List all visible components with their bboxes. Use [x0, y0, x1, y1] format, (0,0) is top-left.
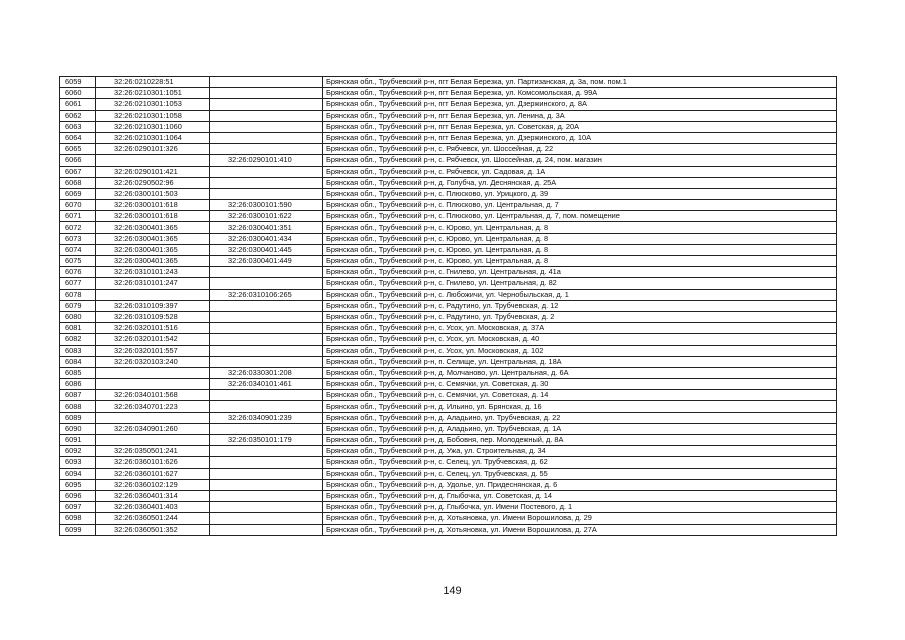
cadastral-number-cell: 32:26:0360501:352 — [96, 524, 210, 535]
table-row — [60, 323, 837, 334]
address-cell: Брянская обл., Трубчевский р-н, с. Гнилево, ул. Центральная, д. 41а — [323, 267, 837, 278]
table-row — [60, 166, 837, 177]
table-row — [60, 311, 837, 322]
address-cell: Брянская обл., Трубчевский р-н, с. Юрово, ул. Центральная, д. 8 — [323, 256, 837, 267]
table-row — [60, 390, 837, 401]
building-cadastral-number-cell — [210, 311, 323, 322]
address-cell: Брянская обл., Трубчевский р-н, с. Рябчевск, ул. Шоссейная, д. 24, пом. магазин — [323, 155, 837, 166]
cadastral-number-cell: 32:26:0310101:247 — [96, 278, 210, 289]
table-row — [60, 446, 837, 457]
cadastral-number-cell: 32:26:0210228:51 — [96, 77, 210, 88]
cadastral-number-cell — [96, 155, 210, 166]
entry-number-cell: 6094 — [60, 468, 96, 479]
cadastral-number-cell: 32:26:0360101:627 — [96, 468, 210, 479]
address-cell: Брянская обл., Трубчевский р-н, д. Аладьино, ул. Трубчевская, д. 22 — [323, 412, 837, 423]
building-cadastral-number-cell: 32:26:0340101:461 — [210, 379, 323, 390]
entry-number-cell: 6095 — [60, 479, 96, 490]
entry-number-cell: 6060 — [60, 88, 96, 99]
building-cadastral-number-cell — [210, 121, 323, 132]
entry-number-cell: 6083 — [60, 345, 96, 356]
table-row — [60, 211, 837, 222]
entry-number-cell: 6064 — [60, 132, 96, 143]
address-cell: Брянская обл., Трубчевский р-н, п. Селище, ул. Центральная, д. 18А — [323, 356, 837, 367]
entry-number-cell: 6066 — [60, 155, 96, 166]
address-cell: Брянская обл., Трубчевский р-н, с. Гнилево, ул. Центральная, д. 82 — [323, 278, 837, 289]
table-row — [60, 233, 837, 244]
building-cadastral-number-cell — [210, 278, 323, 289]
address-cell: Брянская обл., Трубчевский р-н, с. Радутино, ул. Трубчевская, д. 2 — [323, 311, 837, 322]
address-cell: Брянская обл., Трубчевский р-н, с. Юрово, ул. Центральная, д. 8 — [323, 233, 837, 244]
address-cell: Брянская обл., Трубчевский р-н, с. Радутино, ул. Трубчевская, д. 12 — [323, 300, 837, 311]
building-cadastral-number-cell — [210, 110, 323, 121]
building-cadastral-number-cell — [210, 132, 323, 143]
table-row — [60, 435, 837, 446]
building-cadastral-number-cell — [210, 468, 323, 479]
address-cell: Брянская обл., Трубчевский р-н, с. Любожичи, ул. Чернобыльская, д. 1 — [323, 289, 837, 300]
address-cell: Брянская обл., Трубчевский р-н, с. Плюсково, ул. Центральная, д. 7, пом. помещение — [323, 211, 837, 222]
building-cadastral-number-cell — [210, 490, 323, 501]
entry-number-cell: 6071 — [60, 211, 96, 222]
cadastral-number-cell: 32:26:0210301:1064 — [96, 132, 210, 143]
table-row — [60, 155, 837, 166]
address-cell: Брянская обл., Трубчевский р-н, с. Рябчевск, ул. Шоссейная, д. 22 — [323, 144, 837, 155]
table-row — [60, 278, 837, 289]
building-cadastral-number-cell — [210, 423, 323, 434]
table-row — [60, 345, 837, 356]
entry-number-cell: 6080 — [60, 311, 96, 322]
building-cadastral-number-cell: 32:26:0350101:179 — [210, 435, 323, 446]
building-cadastral-number-cell — [210, 356, 323, 367]
table-row — [60, 256, 837, 267]
address-cell: Брянская обл., Трубчевский р-н, д. Аладьино, ул. Трубчевская, д. 1А — [323, 423, 837, 434]
address-cell: Брянская обл., Трубчевский р-н, с. Усох, ул. Московская, д. 37А — [323, 323, 837, 334]
cadastral-number-cell: 32:26:0290101:326 — [96, 144, 210, 155]
address-cell: Брянская обл., Трубчевский р-н, с. Рябчевск, ул. Садовая, д. 1А — [323, 166, 837, 177]
table-row — [60, 457, 837, 468]
building-cadastral-number-cell — [210, 300, 323, 311]
entry-number-cell: 6088 — [60, 401, 96, 412]
cadastral-number-cell: 32:26:0290502:96 — [96, 177, 210, 188]
building-cadastral-number-cell: 32:26:0310106:265 — [210, 289, 323, 300]
entry-number-cell: 6082 — [60, 334, 96, 345]
table-row — [60, 502, 837, 513]
building-cadastral-number-cell — [210, 479, 323, 490]
cadastral-number-cell — [96, 367, 210, 378]
building-cadastral-number-cell — [210, 267, 323, 278]
table-row — [60, 99, 837, 110]
entry-number-cell: 6081 — [60, 323, 96, 334]
cadastral-number-cell: 32:26:0340901:260 — [96, 423, 210, 434]
address-cell: Брянская обл., Трубчевский р-н, с. Семячки, ул. Советская, д. 14 — [323, 390, 837, 401]
cadastral-number-cell: 32:26:0320101:542 — [96, 334, 210, 345]
entry-number-cell: 6068 — [60, 177, 96, 188]
entry-number-cell: 6089 — [60, 412, 96, 423]
entry-number-cell: 6086 — [60, 379, 96, 390]
register-table-body — [60, 77, 837, 536]
table-row — [60, 401, 837, 412]
building-cadastral-number-cell — [210, 502, 323, 513]
cadastral-number-cell: 32:26:0320103:240 — [96, 356, 210, 367]
cadastral-number-cell: 32:26:0300401:365 — [96, 244, 210, 255]
building-cadastral-number-cell — [210, 99, 323, 110]
table-row — [60, 367, 837, 378]
building-cadastral-number-cell — [210, 323, 323, 334]
page-number: 149 — [443, 585, 462, 597]
entry-number-cell: 6090 — [60, 423, 96, 434]
address-cell: Брянская обл., Трубчевский р-н, с. Юрово, ул. Центральная, д. 8 — [323, 222, 837, 233]
table-row — [60, 244, 837, 255]
entry-number-cell: 6059 — [60, 77, 96, 88]
cadastral-number-cell: 32:26:0360102:129 — [96, 479, 210, 490]
address-cell: Брянская обл., Трубчевский р-н, д. Бобовня, пер. Молодежный, д. 8А — [323, 435, 837, 446]
entry-number-cell: 6097 — [60, 502, 96, 513]
cadastral-number-cell: 32:26:0300101:503 — [96, 188, 210, 199]
table-row — [60, 110, 837, 121]
address-cell: Брянская обл., Трубчевский р-н, пгт Белая Березка, ул. Комсомольская, д. 99А — [323, 88, 837, 99]
address-cell: Брянская обл., Трубчевский р-н, д. Глыбочка, ул. Советская, д. 14 — [323, 490, 837, 501]
entry-number-cell: 6098 — [60, 513, 96, 524]
entry-number-cell: 6092 — [60, 446, 96, 457]
address-cell: Брянская обл., Трубчевский р-н, с. Плюсково, ул. Урицкого, д. 39 — [323, 188, 837, 199]
building-cadastral-number-cell: 32:26:0300401:449 — [210, 256, 323, 267]
table-row — [60, 334, 837, 345]
address-cell: Брянская обл., Трубчевский р-н, пгт Белая Березка, ул. Советская, д. 20А — [323, 121, 837, 132]
building-cadastral-number-cell — [210, 88, 323, 99]
table-row — [60, 479, 837, 490]
table-row — [60, 524, 837, 535]
building-cadastral-number-cell — [210, 446, 323, 457]
building-cadastral-number-cell — [210, 188, 323, 199]
table-row — [60, 222, 837, 233]
building-cadastral-number-cell: 32:26:0300401:434 — [210, 233, 323, 244]
cadastral-number-cell: 32:26:0310101:243 — [96, 267, 210, 278]
address-cell: Брянская обл., Трубчевский р-н, с. Селец, ул. Трубчевская, д. 62 — [323, 457, 837, 468]
table-row — [60, 132, 837, 143]
address-cell: Брянская обл., Трубчевский р-н, д. Хотьяновка, ул. Имени Ворошилова, д. 29 — [323, 513, 837, 524]
cadastral-number-cell: 32:26:0320101:557 — [96, 345, 210, 356]
address-cell: Брянская обл., Трубчевский р-н, д. Глыбочка, ул. Имени Постевого, д. 1 — [323, 502, 837, 513]
building-cadastral-number-cell: 32:26:0330301:208 — [210, 367, 323, 378]
cadastral-number-cell — [96, 435, 210, 446]
entry-number-cell: 6065 — [60, 144, 96, 155]
entry-number-cell: 6075 — [60, 256, 96, 267]
cadastral-number-cell: 32:26:0300401:365 — [96, 233, 210, 244]
entry-number-cell: 6078 — [60, 289, 96, 300]
table-row — [60, 177, 837, 188]
cadastral-number-cell: 32:26:0340101:568 — [96, 390, 210, 401]
entry-number-cell: 6087 — [60, 390, 96, 401]
building-cadastral-number-cell — [210, 177, 323, 188]
table-row — [60, 300, 837, 311]
building-cadastral-number-cell: 32:26:0290101:410 — [210, 155, 323, 166]
building-cadastral-number-cell — [210, 401, 323, 412]
table-row — [60, 490, 837, 501]
entry-number-cell: 6084 — [60, 356, 96, 367]
entry-number-cell: 6091 — [60, 435, 96, 446]
cadastral-number-cell: 32:26:0300101:618 — [96, 211, 210, 222]
building-cadastral-number-cell — [210, 77, 323, 88]
table-row — [60, 188, 837, 199]
entry-number-cell: 6070 — [60, 200, 96, 211]
table-row — [60, 356, 837, 367]
table-row — [60, 121, 837, 132]
cadastral-number-cell: 32:26:0300401:365 — [96, 256, 210, 267]
cadastral-number-cell: 32:26:0300401:365 — [96, 222, 210, 233]
building-cadastral-number-cell — [210, 144, 323, 155]
entry-number-cell: 6062 — [60, 110, 96, 121]
cadastral-number-cell: 32:26:0340701:223 — [96, 401, 210, 412]
table-row — [60, 77, 837, 88]
building-cadastral-number-cell — [210, 166, 323, 177]
table-row — [60, 144, 837, 155]
entry-number-cell: 6074 — [60, 244, 96, 255]
address-cell: Брянская обл., Трубчевский р-н, д. Хотьяновка, ул. Имени Ворошилова, д. 27А — [323, 524, 837, 535]
table-row — [60, 468, 837, 479]
cadastral-number-cell — [96, 289, 210, 300]
address-cell: Брянская обл., Трубчевский р-н, с. Семячки, ул. Советская, д. 30 — [323, 379, 837, 390]
cadastral-number-cell: 32:26:0360401:403 — [96, 502, 210, 513]
building-cadastral-number-cell: 32:26:0300101:590 — [210, 200, 323, 211]
entry-number-cell: 6085 — [60, 367, 96, 378]
building-cadastral-number-cell: 32:26:0300401:351 — [210, 222, 323, 233]
cadastral-number-cell: 32:26:0350501:241 — [96, 446, 210, 457]
cadastral-number-cell: 32:26:0360501:244 — [96, 513, 210, 524]
cadastral-number-cell: 32:26:0360401:314 — [96, 490, 210, 501]
address-cell: Брянская обл., Трубчевский р-н, пгт Белая Березка, ул. Партизанская, д. 3а, пом. пом.1 — [323, 77, 837, 88]
address-cell: Брянская обл., Трубчевский р-н, с. Плюсково, ул. Центральная, д. 7 — [323, 200, 837, 211]
address-cell: Брянская обл., Трубчевский р-н, с. Усох, ул. Московская, д. 102 — [323, 345, 837, 356]
building-cadastral-number-cell: 32:26:0300101:622 — [210, 211, 323, 222]
cadastral-number-cell: 32:26:0210301:1051 — [96, 88, 210, 99]
building-cadastral-number-cell — [210, 345, 323, 356]
entry-number-cell: 6077 — [60, 278, 96, 289]
entry-number-cell: 6073 — [60, 233, 96, 244]
cadastral-number-cell: 32:26:0310109:528 — [96, 311, 210, 322]
building-cadastral-number-cell — [210, 513, 323, 524]
entry-number-cell: 6076 — [60, 267, 96, 278]
cadastral-number-cell: 32:26:0210301:1058 — [96, 110, 210, 121]
address-cell: Брянская обл., Трубчевский р-н, с. Юрово, ул. Центральная, д. 8 — [323, 244, 837, 255]
entry-number-cell: 6061 — [60, 99, 96, 110]
address-cell: Брянская обл., Трубчевский р-н, пгт Белая Березка, ул. Ленина, д. 3А — [323, 110, 837, 121]
address-cell: Брянская обл., Трубчевский р-н, д. Ужа, ул. Строительная, д. 34 — [323, 446, 837, 457]
entry-number-cell: 6093 — [60, 457, 96, 468]
cadastral-number-cell: 32:26:0300101:618 — [96, 200, 210, 211]
building-cadastral-number-cell — [210, 334, 323, 345]
cadastral-number-cell: 32:26:0320101:516 — [96, 323, 210, 334]
cadastral-number-cell: 32:26:0310109:397 — [96, 300, 210, 311]
address-cell: Брянская обл., Трубчевский р-н, пгт Белая Березка, ул. Дзержинского, д. 8А — [323, 99, 837, 110]
address-cell: Брянская обл., Трубчевский р-н, д. Ильино, ул. Брянская, д. 16 — [323, 401, 837, 412]
address-cell: Брянская обл., Трубчевский р-н, пгт Белая Березка, ул. Дзержинского, д. 10А — [323, 132, 837, 143]
address-cell: Брянская обл., Трубчевский р-н, д. Молчаново, ул. Центральная, д. 6А — [323, 367, 837, 378]
entry-number-cell: 6072 — [60, 222, 96, 233]
cadastral-number-cell: 32:26:0360101:626 — [96, 457, 210, 468]
table-row — [60, 267, 837, 278]
cadastral-number-cell: 32:26:0290101:421 — [96, 166, 210, 177]
entry-number-cell: 6099 — [60, 524, 96, 535]
table-row — [60, 423, 837, 434]
entry-number-cell: 6069 — [60, 188, 96, 199]
cadastral-number-cell — [96, 412, 210, 423]
address-cell: Брянская обл., Трубчевский р-н, с. Селец, ул. Трубчевская, д. 55 — [323, 468, 837, 479]
table-row — [60, 412, 837, 423]
property-register-table — [59, 76, 837, 536]
address-cell: Брянская обл., Трубчевский р-н, с. Усох, ул. Московская, д. 40 — [323, 334, 837, 345]
table-row — [60, 513, 837, 524]
entry-number-cell: 6067 — [60, 166, 96, 177]
table-row — [60, 88, 837, 99]
building-cadastral-number-cell — [210, 457, 323, 468]
table-row — [60, 379, 837, 390]
building-cadastral-number-cell — [210, 390, 323, 401]
table-row — [60, 289, 837, 300]
table-row — [60, 200, 837, 211]
cadastral-number-cell: 32:26:0210301:1053 — [96, 99, 210, 110]
building-cadastral-number-cell: 32:26:0340901:239 — [210, 412, 323, 423]
building-cadastral-number-cell: 32:26:0300401:445 — [210, 244, 323, 255]
cadastral-number-cell: 32:26:0210301:1060 — [96, 121, 210, 132]
address-cell: Брянская обл., Трубчевский р-н, д. Удолье, ул. Придеснянская, д. 6 — [323, 479, 837, 490]
cadastral-number-cell — [96, 379, 210, 390]
entry-number-cell: 6096 — [60, 490, 96, 501]
address-cell: Брянская обл., Трубчевский р-н, д. Голубча, ул. Деснянская, д. 25А — [323, 177, 837, 188]
building-cadastral-number-cell — [210, 524, 323, 535]
entry-number-cell: 6079 — [60, 300, 96, 311]
entry-number-cell: 6063 — [60, 121, 96, 132]
